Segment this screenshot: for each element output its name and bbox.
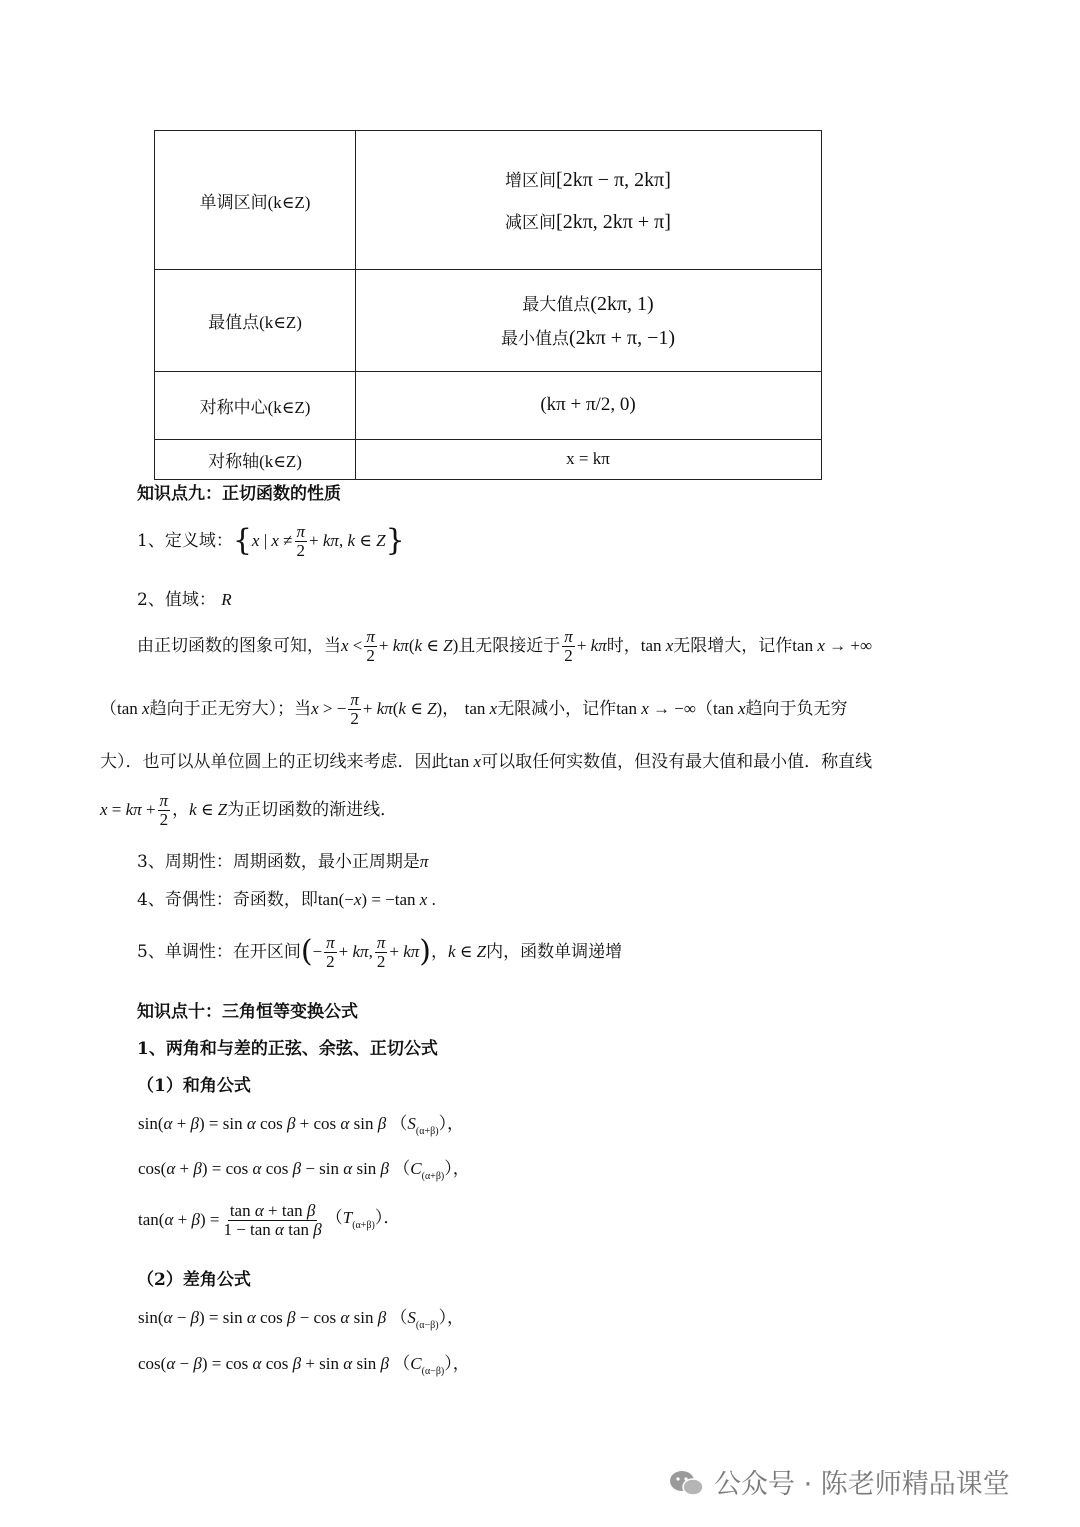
properties-table [154, 130, 822, 480]
paragraph-line-4: x = kπ + $\frac{\pi}{2}$ ， k ∈ Z 为正切函数的渐进线． [100, 791, 398, 829]
table-row-label: 对称中心(k∈Z) [199, 397, 311, 418]
paragraph-line-3: 大）．也可以从单位圆上的正切线来考虑．因此tan x可以取任何实数值，但没有最大值和最小值．称直线 [100, 752, 873, 772]
paragraph-line-2: （ tan x 趋向于正无穷大）；当 x > − $\frac{\pi}{2}$ + kπ(k ∈ Z) ， tan x 无限减小，记作 tan x → −∞ （ tan x 趋向于负无穷 [100, 690, 848, 728]
parity-line: 4、奇偶性：奇函数，即tan(−x) = −tan x . [137, 890, 436, 910]
cos-sum-formula: cos(α + β) = cos α cos β − sin α sin β $(C_{(\alpha+\beta)})$， [138, 1159, 470, 1182]
monotonic-line: 5、单调性：在开区间 ( − $\frac{\pi}{2}$ + kπ, $\frac{\pi}{2}$ + kπ ) ， k ∈ Z 内，函数单调递增 [137, 933, 623, 971]
cos-diff-formula: cos(α − β) = cos α cos β + sin α sin β $(C_{(\alpha-\beta)})$， [138, 1354, 470, 1377]
section10-title: 知识点十：三角恒等变换公式 [137, 1002, 358, 1022]
domain-line: 1、定义域： { x | x ≠ $\frac{\pi}{2}$ + kπ, k ∈ Z } [137, 522, 405, 560]
section9-title: 知识点九：正切函数的性质 [137, 484, 341, 504]
period-line: 3、周期性：周期函数，最小正周期是π [137, 852, 429, 872]
diff-formula-title: （2）差角公式 [137, 1270, 251, 1290]
table-row-value: 增区间[2kπ − π, 2kπ] 减区间[2kπ, 2kπ + π] [505, 169, 671, 233]
sum-formula-title: （1）和角公式 [137, 1076, 251, 1096]
sin-sum-formula: sin(α + β) = sin α cos β + cos α sin β $(S_{(\alpha+\beta)})$， [138, 1114, 465, 1137]
watermark-text: 公众号 · 陈老师精品课堂 [714, 1469, 1010, 1500]
table-row-label: 对称轴(k∈Z) [208, 451, 302, 472]
paragraph-line-1: 由正切函数的图象可知，当 x < $\frac{\pi}{2}$ + kπ(k ∈ Z) 且无限接近于 $\frac{\pi}{2}$ + kπ 时， tan x 无限增大，记作 tan x → +∞ [137, 627, 873, 665]
range-line: 2、值域： R [137, 590, 232, 610]
table-row-label: 单调区间(k∈Z) [199, 192, 311, 213]
wechat-icon [668, 1468, 706, 1498]
tan-sum-formula: tan(α + β) = $\frac{\text{tan α + tan β}}{\text{1 − tan α tan β}}$ $(T_{(\alpha+\beta)})$． [138, 1201, 401, 1239]
table-row-label: 最值点(k∈Z) [208, 312, 302, 333]
table-row-value: x = kπ [566, 449, 610, 468]
sin-diff-formula: sin(α − β) = sin α cos β − cos α sin β $(S_{(\alpha-\beta)})$， [138, 1308, 465, 1331]
section10-subtitle: 1、两角和与差的正弦、余弦、正切公式 [137, 1039, 438, 1059]
table-row-value: 最大值点(2kπ, 1) 最小值点(2kπ + π, −1) [500, 293, 676, 349]
table-row-value: (kπ + π/2, 0) [540, 394, 636, 415]
